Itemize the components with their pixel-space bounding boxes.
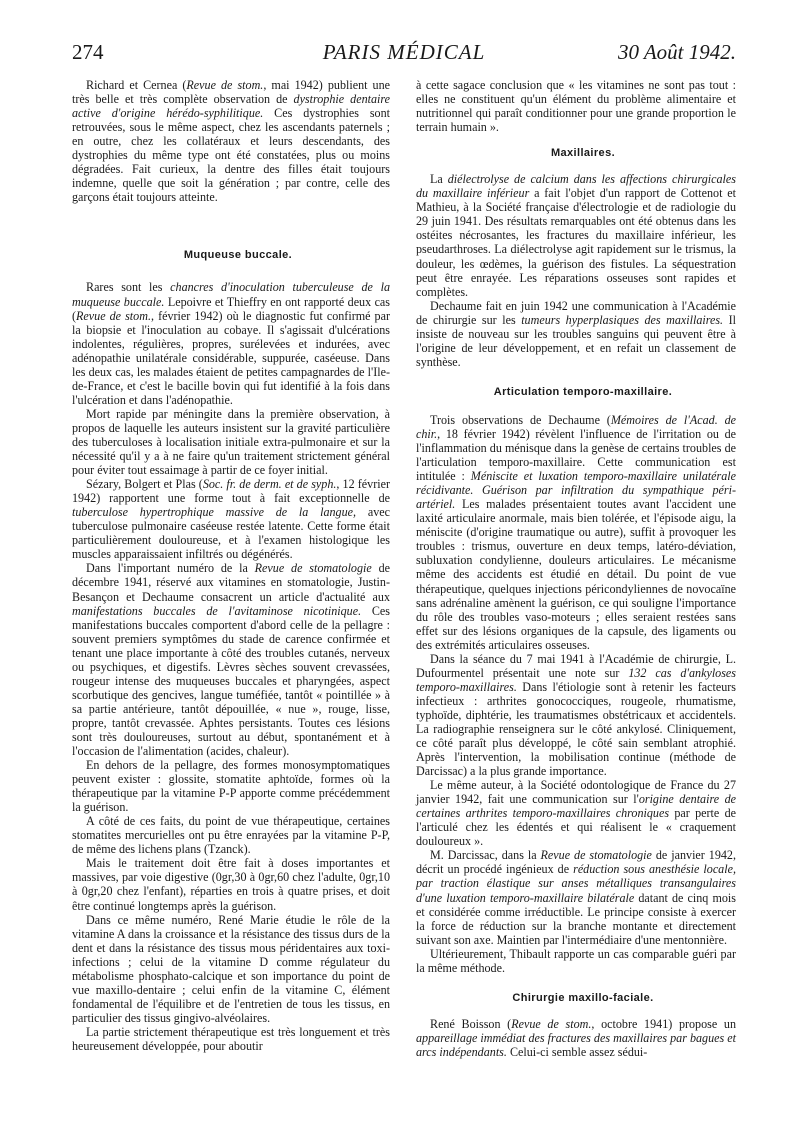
paragraph-chancres: Rares sont les chancres d'inoculation tuberculeuse de la muqueuse buccale. Lepoivre et Thieffry en ont rapporté deux cas (Revue de stom., février 1942) où le diagnostic fut confirmé par la biopsie et l'inoculation au cobaye. Il s'agissait d'ulcérations indolentes, régulières, propres, surélevées et indurées, avec adénopathie unilatérale considérable, suppurée, caséeuse. Dans les deux cas, les malades étaient de petites campagnardes de l'Ile-de-France, et c'est le bacille bovin qui fut identifié à la fois dans l'ulcération et dans l'adénopathie. [72, 280, 391, 407]
paragraph-stomatites: A côté de ces faits, du point de vue thérapeutique, certaines stomatites mercurielles ont pu être enrayées par la vitamine P-P, de même des lichens plans (Tzanck). [72, 814, 390, 857]
left-column [72, 78, 390, 1053]
paragraph-thibault: Ultérieurement, Thibault rapporte un cas comparable guéri par la même méthode. [416, 946, 736, 975]
issue-date: 30 Août 1942. [617, 40, 736, 64]
paragraph-sezary: Sézary, Bolgert et Plas (Soc. fr. de derm. et de syph., 12 février 1942) rapportent une forme tout à fait exceptionnelle de tuberculose hypertrophique massive de la langue, avec tuberculose pulmonaire caséeuse restée latente. Cette forme était particulièrement douloureuse, et à l'examen histologique les muscles apparaissaient infiltrés ou dégénérés. [72, 477, 390, 562]
section-heading-maxillaires: Maxillaires. [550, 147, 616, 160]
paragraph-conclusion-vitamines: à cette sagace conclusion que « les vitamines ne sont pas tout : elles ne constituent qu'un élément du problème alimentaire et nutritionnel qui paraît conditionner pour une grande proportion le terrain humain ». [416, 78, 736, 135]
paragraph-therapeutique: La partie strictement thérapeutique est très longuement et très heureusement développée, pour aboutir [72, 1024, 390, 1053]
paragraph-dielectrolyse: La diélectrolyse de calcium dans les affections chirurgicales du maxillaire inférieur a fait l'objet d'un rapport de Cottenot et Mathieu, à la Société française d'électrologie et de radiologie du 29 juin 1941. Des résultats remarquables ont été obtenus dans les ostéites nécrosantes, les fractures du maxillaire inférieur, les pseudarthroses. La diélectrolyse agit rapidement sur le trismus, la douleur, les œdèmes, la guérison des fistules. La séquestration peut être enrayée. Les réparations osseuses sont rapides et complètes. [416, 172, 736, 299]
paragraph-mort-rapide: Mort rapide par méningite dans la première observation, à propos de laquelle les auteurs insistent sur la gravité particulière des tuberculoses à localisation initiale extra-pulmonaire et sur la nécessité qu'il y a à ne faire qu'un traitement strictement général pour éviter tout essaimage à partir de ce foyer initial. [72, 406, 390, 478]
paragraph-pellagre: En dehors de la pellagre, des formes monosymptomatiques peuvent exister : glossite, stomatite aphtoïde, formes où la thérapeutique par la vitamine P-P apporte comme précédemment la guérison. [72, 758, 390, 815]
paragraph-richard-cernea: Richard et Cernea (Revue de stom., mai 1942) publient une très belle et très complète observation de dystrophie dentaire active d'origine hérédo-syphilitique. Ces dystrophies sont retrouvées, sous le même aspect, chez les ascendants paternels ; en outre, chez les collatéraux et leurs descendants, des dystrophies du même type ont été constatées, plus ou moins dégradées. Fait curieux, la dentre des filles était toujours indemne, quelle que soit la génération ; par contre, celle des garçons était toujours atteinte. [72, 78, 391, 205]
page-number: 274 [72, 40, 104, 64]
paragraph-boisson: René Boisson (Revue de stom., octobre 1941) propose un appareillage immédiat des fractures des maxillaires par bagues et arcs indépendants. Celui-ci semble assez sédui- [416, 1016, 737, 1059]
paragraph-traitement: Mais le traitement doit être fait à doses importantes et massives, par voie digestive (0gr,30 à 0gr,60 chez l'adulte, 0gr,10 à 0gr,20 chez l'enfant), réparties en trois à quatre prises, et doit être continué longtemps après la guérison. [72, 856, 390, 913]
paragraph-rene-marie: Dans ce même numéro, René Marie étudie le rôle de la vitamine A dans la croissance et la résistance des tissus durs de la dent et dans la résistance des tissus mous péridentaires aux toxi-infections ; celui de la vitamine D comme régulateur du métabolisme phosphato-calcique et son importance du point de vue maxillo-dentaire ; celui enfin de la vitamine C, élément fondamental de l'équilibre et de l'entretien de tous les tissus, en particulier des tissus gingivo-alvéolaires. [72, 912, 390, 1025]
paragraph-meme-auteur: Le même auteur, à la Société odontologique de France du 27 janvier 1942, fait une communication sur l'origine dentaire de certaines arthrites temporo-maxillaires chroniques par perte de l'articulé chez les édentés et qui réalisent le « craquement douloureux ». [416, 778, 736, 849]
paragraph-dechaume-tumeurs: Dechaume fait en juin 1942 une communication à l'Académie de chirurgie sur les tumeurs hyperplasiques des maxillaires. Il insiste de nouveau sur les troubles sanguins qui peuvent être à l'origine de leur développement, et en refait un classement de synthèse. [416, 298, 737, 369]
section-heading-articulation: Articulation temporo-maxillaire. [493, 385, 673, 398]
section-heading-muqueuse: Muqueuse buccale. [183, 249, 293, 262]
right-column [416, 78, 736, 1059]
paragraph-dufourmentel: Dans la séance du 7 mai 1941 à l'Académie de chirurgie, L. Dufourmentel présentait une note sur 132 cas d'ankyloses temporo-maxillaires. Dans l'étiologie sont à retenir les facteurs infectieux : arthrites gonococciques, rougeole, rhumatisme, typhoïde, diphtérie, les traumatismes obstétricaux et accidentels. La radiographie renseignera sur le côté ankylosé. Cliniquement, ce côté paraît plus développé, le côté sain semblant atrophié. Après l'intervention, la mobilisation continue (méthode de Darcissac) a la plus grande importance. [416, 651, 737, 779]
paragraph-revue-stomatologie: Dans l'important numéro de la Revue de stomatologie de décembre 1941, réservé aux vitamines en stomatologie, Justin-Besançon et Dechaume consacrent un article d'actualité aux manifestations buccales de l'avitaminose nicotinique. Ces manifestations buccales comportent d'abord celle de la pellagre : souvent premiers symptômes du stade de carence confirmée et tenant une place importante à côté des troubles cutanés, nerveux ou psychiques, et digestifs. Lèvres sèches souvent crevassées, rougeur intense des muqueuses buccales et pharyngées, aspect scorbutique des gencives, langue tuméfiée, tantôt « pointillée » à sa partie antérieure, tantôt dépouillée, « nue », rouge, lisse, propre, tantôt crevassée. Aphtes persistants. Toutes ces lésions sont très douloureuses, surtout au début, spontanément et à l'occasion de l'alimentation (acides, chaleur). [72, 561, 390, 759]
paragraph-trois-observations: Trois observations de Dechaume (Mémoires de l'Acad. de chir., 18 février 1942) révèlent l'influence de l'irritation ou de l'inflammation du ménisque dans la genèse de certains troubles de l'articulation temporo-maxillaire. Cette communication est intitulée : Méniscite et luxation temporo-maxillaire unilatérale récidivante. Guérison par infiltration du sympathique péri-artériel. Les malades présentaient toutes avant l'accident une laxité articulaire anormale, mais bien tolérée, et l'épisode aigu, la méniscite (d'origine traumatique ou autre), suffit à provoquer les troubles : trismus, ouverture en deux temps, latéro-déviation, subluxation condylienne, douleurs articulaires. Le mécanisme même des accidents est étudié en détail. Du point de vue thérapeutique, quelques injections péricondyliennes de novocaïne sans adrénaline amènent la guérison, ce qui souligne l'importance du rôle des troubles vaso-moteurs ; elles seraient restées sans effet sur des lésions organiques de la capsule, des ligaments ou des extrémités articulaires osseuses. [416, 412, 736, 652]
paragraph-darcissac: M. Darcissac, dans la Revue de stomatologie de janvier 1942, décrit un procédé ingénieux de réduction sous anesthésie locale, par traction élastique sur anses métalliques transangulaires d'une luxation temporo-maxillaire bilatérale datant de cinq mois et considérée comme irréductible. Le principe consiste à exercer la force de réduction sur la branche montante et directement suivant son axe. Maintien par l'intermédiaire d'une mentonnière. [416, 848, 736, 947]
journal-title: PARIS MÉDICAL [322, 40, 486, 64]
section-heading-chirurgie: Chirurgie maxillo-faciale. [512, 991, 654, 1004]
page-header [72, 40, 736, 72]
